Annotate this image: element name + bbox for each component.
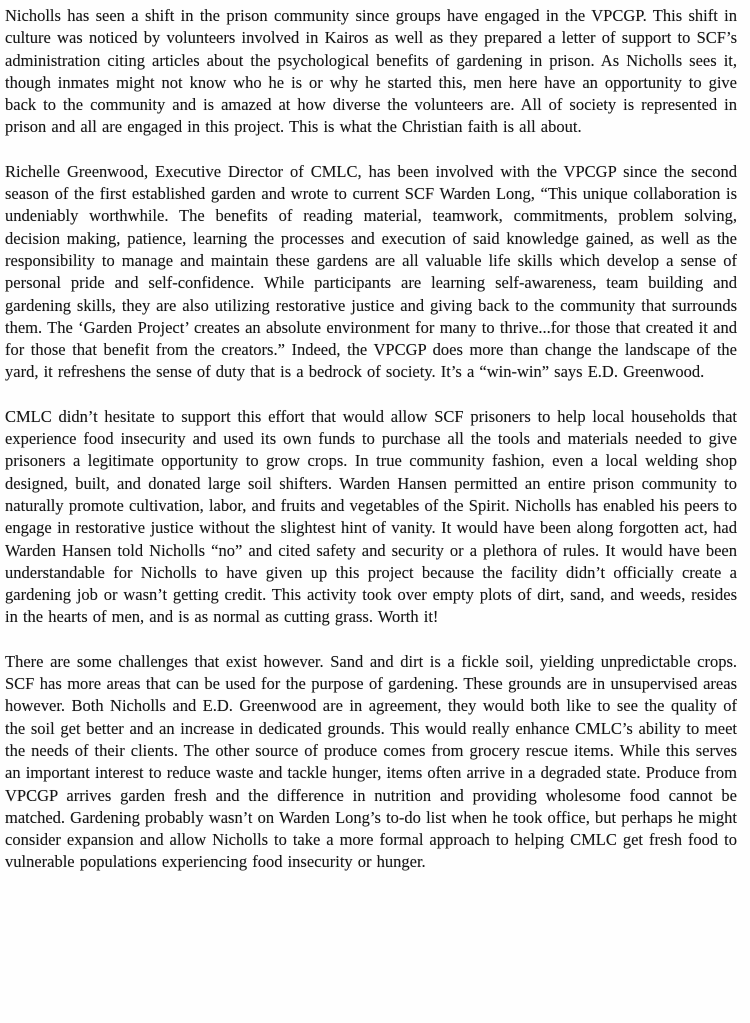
- paragraph-1: Nicholls has seen a shift in the prison community since groups have engaged in the VPCGP. This shift in culture was noticed by volunteers involved in Kairos as well as they prepared a letter of support to SCF’s administration citing articles about the psychological benefits of gardening in prison. As Nicholls sees it, though inmates might not know who he is or why he started this, men here have an opportunity to give back to the community and is amazed at how diverse the volunteers are. All of society is represented in prison and all are engaged in this project. This is what the Christian faith is all about.: [5, 6, 737, 137]
- paragraph-2: Richelle Greenwood, Executive Director of CMLC, has been involved with the VPCGP since the second season of the first established garden and wrote to current SCF Warden Long, “This unique collaboration is undeniably worthwhile. The benefits of reading material, teamwork, commitments, problem solving, decision making, patience, learning the processes and execution of said knowledge gained, as well as the responsibility to manage and maintain these gardens are all valuable life skills which develop a sense of personal pride and self-confidence. While participants are learning self-awareness, team building and gardening skills, they are also utilizing restorative justice and giving back to the community that surrounds them. The ‘Garden Project’ creates an absolute environment for many to thrive...for those that created it and for those that benefit from the creators.” Indeed, the VPCGP does more than change the landscape of the yard, it refreshens the sense of duty that is a bedrock of society. It’s a “win-win” says E.D. Greenwood.: [5, 161, 737, 382]
- paragraph-4: There are some challenges that exist however. Sand and dirt is a fickle soil, yielding unpredictable crops. SCF has more areas that can be used for the purpose of gardening. These grounds are in unsupervised areas however. Both Nicholls and E.D. Greenwood are in agreement, they would both like to see the quality of the soil get better and an increase in dedicated grounds. This would really enhance CMLC’s ability to meet the needs of their clients. The other source of produce comes from grocery rescue items. While this serves an important interest to reduce waste and tackle hunger, items often arrive in a degraded state. Produce from VPCGP arrives garden fresh and the difference in nutrition and providing wholesome food cannot be matched. Gardening probably wasn’t on Warden Long’s to-do list when he took office, but perhaps he might consider expansion and allow Nicholls to take a more formal approach to helping CMLC get fresh food to vulnerable populations experiencing food insecurity or hunger.: [5, 651, 737, 872]
- paragraph-3: CMLC didn’t hesitate to support this effort that would allow SCF prisoners to help local households that experience food insecurity and used its own funds to purchase all the tools and materials needed to give prisoners a legitimate opportunity to grow crops. In true community fashion, even a local welding shop designed, built, and donated large soil shifters. Warden Hansen permitted an entire prison community to naturally promote cultivation, labor, and fruits and vegetables of the Spirit. Nicholls has enabled his peers to engage in restorative justice without the slightest hint of vanity. It would have been along forgotten act, had Warden Hansen told Nicholls “no” and cited safety and security or a plethora of rules. It would have been understandable for Nicholls to have given up this project because the facility didn’t officially create a gardening job or wasn’t getting credit. This activity took over empty plots of dirt, sand, and weeds, resides in the hearts of men, and is as normal as cutting grass. Worth it!: [5, 406, 737, 627]
